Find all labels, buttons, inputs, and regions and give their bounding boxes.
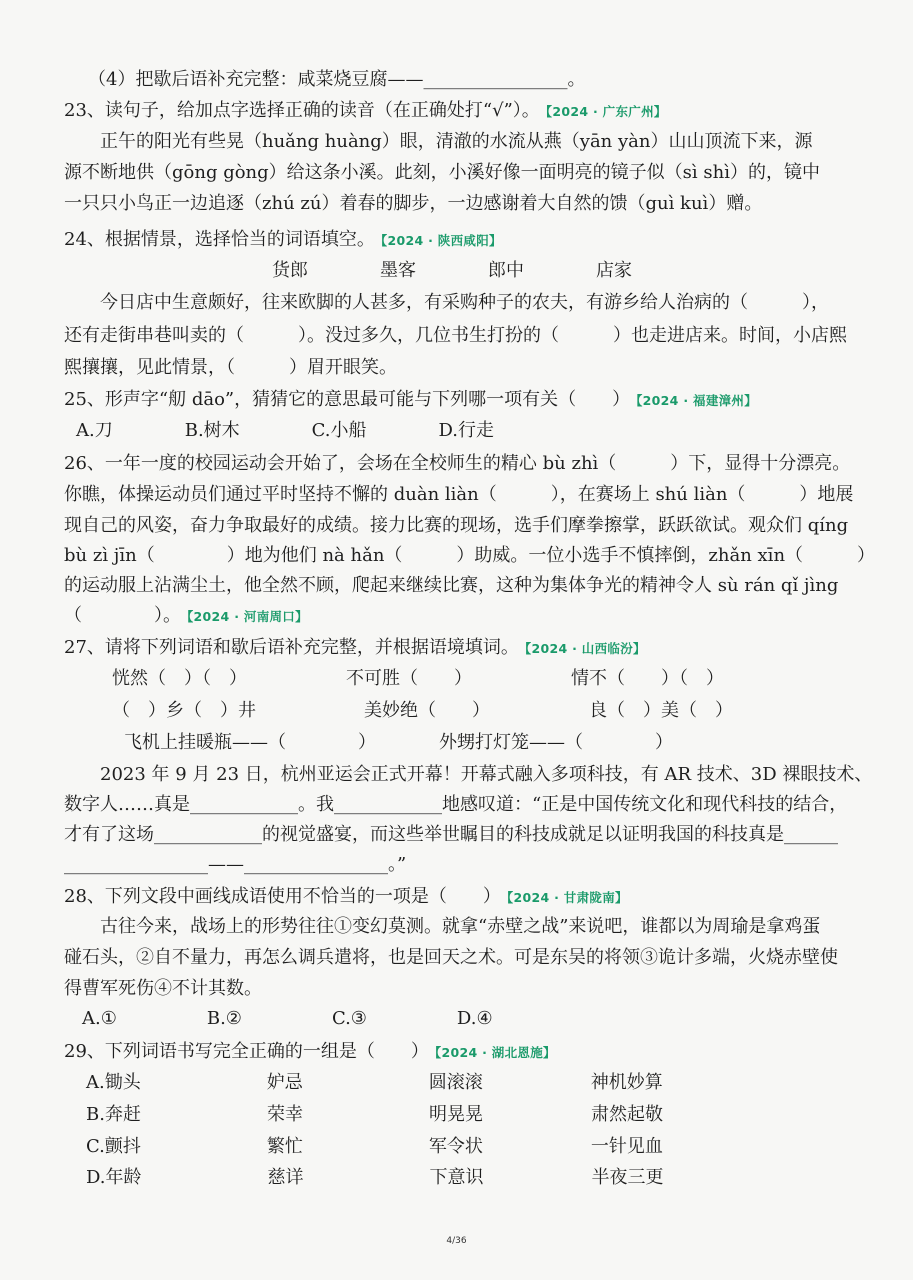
source-tag: 【2024 · 山西临汾】 <box>524 641 646 656</box>
paragraph-line: ________________——________________。” <box>64 854 407 875</box>
q29-option-a: A.锄头 妒忌 圆滚滚 神机妙算 <box>86 1072 663 1093</box>
q26-prompt: 26、一年一度的校园运动会开始了，会场在全校师生的精心 bù zhì（ ）下，显得十分漂亮。 <box>64 453 851 474</box>
source-tag: 【2024 · 湖北恩施】 <box>434 1045 556 1060</box>
paragraph-line: 你瞧，体操运动员们通过平时坚持不懈的 duàn liàn（ ），在赛场上 shú liàn（ ）地展 <box>64 484 854 505</box>
q29-option-b: B.奔赶 荣幸 明晃晃 肃然起敬 <box>86 1104 663 1125</box>
source-tag: 【2024 · 福建漳州】 <box>636 393 758 408</box>
paragraph-line: 熙攘攘，见此情景，（ ）眉开眼笑。 <box>64 357 397 378</box>
q23-prompt: 23、读句子，给加点字选择正确的读音（在正确处打“√”）。 【2024 · 广东广州】 <box>64 100 667 121</box>
paragraph-line: 2023 年 9 月 23 日，杭州亚运会正式开幕！开幕式融入多项科技，有 AR 技术、3D 裸眼技术、 <box>64 764 873 785</box>
q29-prompt: 29、下列词语书写完全正确的一组是（ ） 【2024 · 湖北恩施】 <box>64 1041 556 1062</box>
q22-part4: （4）把歇后语补充完整：咸菜烧豆腐——________________。 <box>88 69 586 90</box>
source-tag: 【2024 · 广东广州】 <box>545 104 667 119</box>
word-bank: 货郎 墨客 郎中 店家 <box>272 260 632 281</box>
paragraph-line: 得曹军死伤④不计其数。 <box>64 978 262 999</box>
paragraph-line: 一只只小鸟正一边追逐（zhú zú）着春的脚步，一边感谢着大自然的馈（guì kuì）赠。 <box>64 193 763 214</box>
paragraph-line: 数字人……真是____________。我____________地感叹道：“正是中国传统文化和现代科技的结合， <box>64 794 848 815</box>
paragraph-line: 的运动服上沾满尘土，他全然不顾，爬起来继续比赛，这种为集体争光的精神令人 sù rán qǐ jìng <box>64 575 839 596</box>
q27-prompt: 27、请将下列词语和歇后语补充完整，并根据语境填词。 【2024 · 山西临汾】 <box>64 637 646 658</box>
q28-prompt: 28、下列文段中画线成语使用不恰当的一项是（ ） 【2024 · 甘肃陇南】 <box>64 886 628 907</box>
q25-prompt: 25、形声字“舠 dāo”，猜猜它的意思最可能与下列哪一项有关（ ） 【2024 · 福建漳州】 <box>64 389 758 410</box>
paragraph-line: bù zì jīn（ ）地为他们 nà hǎn（ ）助威。一位小选手不慎摔倒，zhǎn xīn（ ） <box>64 545 876 566</box>
paragraph-line: 现自己的风姿，奋力争取最好的成绩。接力比赛的现场，选手们摩拳擦掌，跃跃欲试。观众们 qíng <box>64 515 849 536</box>
q29-option-d: D.年龄 慈详 下意识 半夜三更 <box>86 1167 664 1188</box>
paragraph-line: 古往今来，战场上的形势往往①变幻莫测。就拿“赤壁之战”来说吧，谁都以为周瑜是拿鸡蛋 <box>64 916 821 937</box>
source-tag: 【2024 · 甘肃陇南】 <box>506 890 628 905</box>
q27-row-2: （ ）乡（ ）井 美妙绝（ ） 良（ ）美（ ） <box>112 700 733 721</box>
q28-options: A.① B.② C.③ D.④ <box>82 1008 493 1029</box>
q25-options: A.刀 B.树木 C.小船 D.行走 <box>76 420 495 441</box>
q24-prompt: 24、根据情景，选择恰当的词语填空。 【2024 · 陕西咸阳】 <box>64 229 502 250</box>
paragraph-line: （ ）。 【2024 · 河南周口】 <box>64 605 308 626</box>
q27-row-3: 飞机上挂暖瓶——（ ） 外甥打灯笼——（ ） <box>124 732 673 753</box>
page-number: 4/36 <box>446 1236 467 1246</box>
paragraph-line: 源不断地供（gōng gòng）给这条小溪。此刻，小溪好像一面明亮的镜子似（sì shì）的，镜中 <box>64 162 820 183</box>
paragraph-line: 今日店中生意颇好，往来欧脚的人甚多，有采购种子的农夫，有游乡给人治病的（ ）， <box>64 292 829 313</box>
source-tag: 【2024 · 陕西咸阳】 <box>380 233 502 248</box>
q27-row-1: 恍然（ ）（ ） 不可胜（ ） 情不（ ）（ ） <box>112 668 724 689</box>
paragraph-line: 还有走街串巷叫卖的（ ）。没过多久，几位书生打扮的（ ）也走进店来。时间，小店熙 <box>64 325 847 346</box>
paragraph-line: 才有了这场____________的视觉盛宴，而这些举世瞩目的科技成就足以证明我国的科技真是______ <box>64 824 838 845</box>
q29-option-c: C.颤抖 繁忙 军令状 一针见血 <box>86 1136 663 1157</box>
paragraph-line: 碰石头，②自不量力，再怎么调兵遣将，也是回天之术。可是东吴的将领③诡计多端，火烧赤壁使 <box>64 947 838 968</box>
source-tag: 【2024 · 河南周口】 <box>187 609 308 624</box>
paragraph-line: 正午的阳光有些晃（huǎng huàng）眼，清澈的水流从燕（yān yàn）山山顶流下来，源 <box>64 131 813 152</box>
